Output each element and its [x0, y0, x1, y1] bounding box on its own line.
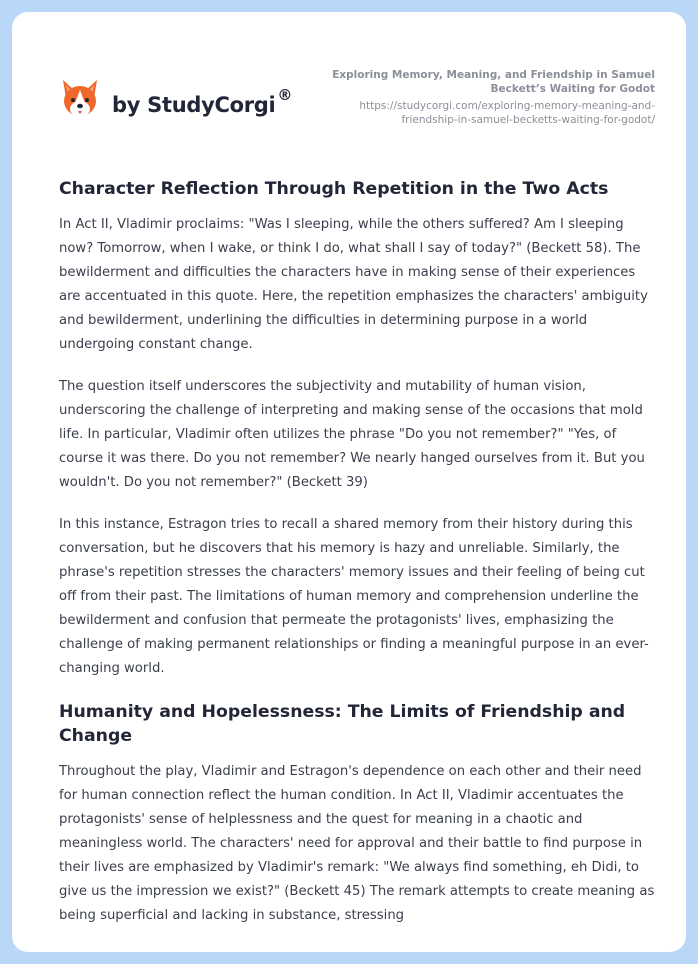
section-heading: Character Reflection Through Repetition in the Two Acts [59, 179, 609, 199]
section-heading: Humanity and Hopelessness: The Limits of Friendship and Change [59, 702, 626, 746]
brand-name: by StudyCorgi ® [112, 86, 293, 117]
corgi-icon [60, 76, 100, 120]
studycorgi-logo[interactable] [60, 76, 292, 120]
paragraph: In Act II, Vladimir proclaims: "Was I sleeping, while the others suffered? Am I sleeping now? Tomorrow, when I wake, or think I do, what shall I say of today?" (Beckett 58). The bewilderment and difficulties the characters have in making sense of their experiences are accentuated in this quote. Here, the repetition emphasizes the characters' ambiguity and bewilderment, underlining the difficulties in determining purpose in a world undergoing constant change. [59, 217, 648, 352]
document-url[interactable]: https://studycorgi.com/exploring-memory-meaning-and-friendship-in-samuel-becketts-waiting-for-godot/ [359, 100, 655, 126]
document-meta [315, 68, 655, 127]
document-title: Exploring Memory, Meaning, and Friendship in Samuel Beckett’s Waiting for Godot [332, 69, 655, 95]
registered-mark: ® [277, 86, 293, 104]
paragraph: Throughout the play, Vladimir and Estragon's dependence on each other and their need for human connection reflect the human condition. In Act II, Vladimir accentuates the protagonists' sense of helplessness and the quest for meaning in a chaotic and meaningless world. The characters' need for approval and their battle to find purpose in their lives are emphasized by Vladimir's remark: "We always find something, eh Didi, to give us the impression we exist?" (Beckett 45) The remark attempts to create meaning as being superficial and lacking in substance, stressing [59, 764, 655, 923]
paragraph: The question itself underscores the subjectivity and mutability of human vision, underscoring the challenge of interpreting and making sense of the occasions that mold life. In particular, Vladimir often utilizes the phrase "Do you not remember?" "Yes, of course it was there. Do you not remember? We nearly hanged ourselves from it. But you wouldn't. Do you not remember?" (Beckett 39) [59, 379, 645, 490]
paragraph: In this instance, Estragon tries to recall a shared memory from their history during this conversation, but he discovers that his memory is hazy and unreliable. Similarly, the phrase's repetition stresses the characters' memory issues and their feeling of being cut off from their past. The limitations of human memory and comprehension underline the bewilderment and confusion that permeate the protagonists' lives, emphasizing the challenge of making permanent relationships or finding a meaningful purpose in an ever-changing world. [59, 517, 649, 676]
article-content [59, 177, 655, 946]
document-page [12, 12, 686, 952]
